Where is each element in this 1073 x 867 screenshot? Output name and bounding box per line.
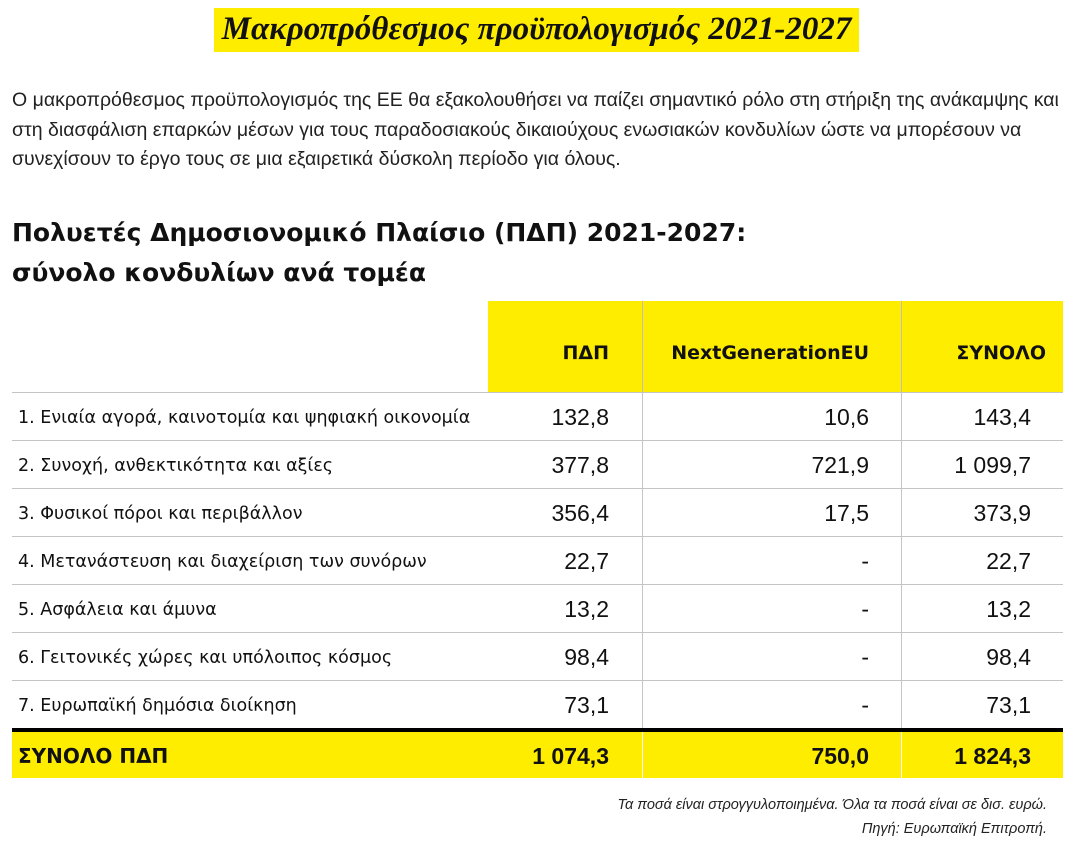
table-row: [12, 488, 1063, 536]
table-body: [12, 392, 1063, 728]
row-value-total: 1 099,7: [954, 452, 1031, 478]
table-heading-line2: σύνολο κονδυλίων ανά τομέα: [12, 258, 427, 287]
total-row-total: 1 824,3: [954, 743, 1031, 769]
source-note: Πηγή: Ευρωπαϊκή Επιτροπή.: [861, 821, 1047, 837]
row-value-ngeu: -: [861, 596, 869, 622]
row-value-total: 143,4: [973, 404, 1031, 430]
row-value-total: 13,2: [986, 596, 1031, 622]
table-header-row: [12, 301, 1063, 392]
table-row: [12, 392, 1063, 440]
row-value-total: 98,4: [986, 644, 1031, 670]
row-value-total: 22,7: [986, 548, 1031, 574]
total-row-ngeu: 750,0: [811, 743, 869, 769]
table-row: [12, 680, 1063, 728]
row-value-pdp: 132,8: [551, 404, 609, 430]
total-row-pdp: 1 074,3: [532, 743, 609, 769]
row-value-ngeu: 721,9: [811, 452, 869, 478]
table-heading: [12, 213, 1062, 293]
row-value-pdp: 13,2: [564, 596, 609, 622]
row-label: 5. Ασφάλεια και άμυνα: [18, 600, 217, 620]
row-value-ngeu: 10,6: [824, 404, 869, 430]
table-row: [12, 536, 1063, 584]
column-header-total: ΣΥΝΟΛΟ: [956, 342, 1046, 364]
row-value-pdp: 98,4: [564, 644, 609, 670]
row-label: 6. Γειτονικές χώρες και υπόλοιπος κόσμος: [18, 648, 393, 668]
column-header-pdp: ΠΔΠ: [562, 342, 609, 364]
table-heading-line1: Πολυετές Δημοσιονομικό Πλαίσιο (ΠΔΠ) 2021-2027:: [12, 218, 747, 247]
rounding-note: Τα ποσά είναι στρογγυλοποιημένα. Όλα τα ποσά είναι σε δισ. ευρώ.: [617, 797, 1047, 813]
row-label: 4. Μετανάστευση και διαχείριση των συνόρων: [18, 552, 427, 572]
row-label: 2. Συνοχή, ανθεκτικότητα και αξίες: [18, 456, 334, 476]
table-row: [12, 632, 1063, 680]
row-value-total: 73,1: [986, 692, 1031, 718]
row-value-ngeu: -: [861, 692, 869, 718]
row-value-pdp: 73,1: [564, 692, 609, 718]
table-row: [12, 440, 1063, 488]
row-label: 7. Ευρωπαϊκή δημόσια διοίκηση: [18, 696, 297, 716]
row-value-ngeu: 17,5: [824, 500, 869, 526]
row-value-pdp: 22,7: [564, 548, 609, 574]
row-value-pdp: 356,4: [551, 500, 609, 526]
row-label: 1. Ενιαία αγορά, καινοτομία και ψηφιακή οικονομία: [18, 408, 471, 428]
total-row: [12, 732, 1063, 778]
row-value-total: 373,9: [973, 500, 1031, 526]
budget-table: [12, 301, 1063, 778]
page-title: Μακροπρόθεσμος προϋπολογισμός 2021-2027: [214, 8, 860, 52]
total-row-label: ΣΥΝΟΛΟ ΠΔΠ: [18, 744, 169, 768]
row-value-ngeu: -: [861, 548, 869, 574]
title-container: [0, 8, 1073, 52]
column-header-ngeu: NextGenerationEU: [671, 342, 869, 364]
row-value-pdp: 377,8: [551, 452, 609, 478]
intro-paragraph: Ο μακροπρόθεσμος προϋπολογισμός της ΕΕ θα εξακολουθήσει να παίζει σημαντικό ρόλο στη στήριξη της ανάκαμψης και στη διασφάλιση επαρκών μέσων για τους παραδοσιακούς δικαιούχους ενωσιακών κονδυλίων ώστε να μπορέσουν να συνεχίσουν το έργο τους σε μια εξαιρετικά δύσκολη περίοδο για όλους.: [12, 89, 1059, 170]
table-row: [12, 584, 1063, 632]
row-value-ngeu: -: [861, 644, 869, 670]
row-label: 3. Φυσικοί πόροι και περιβάλλον: [18, 504, 303, 524]
